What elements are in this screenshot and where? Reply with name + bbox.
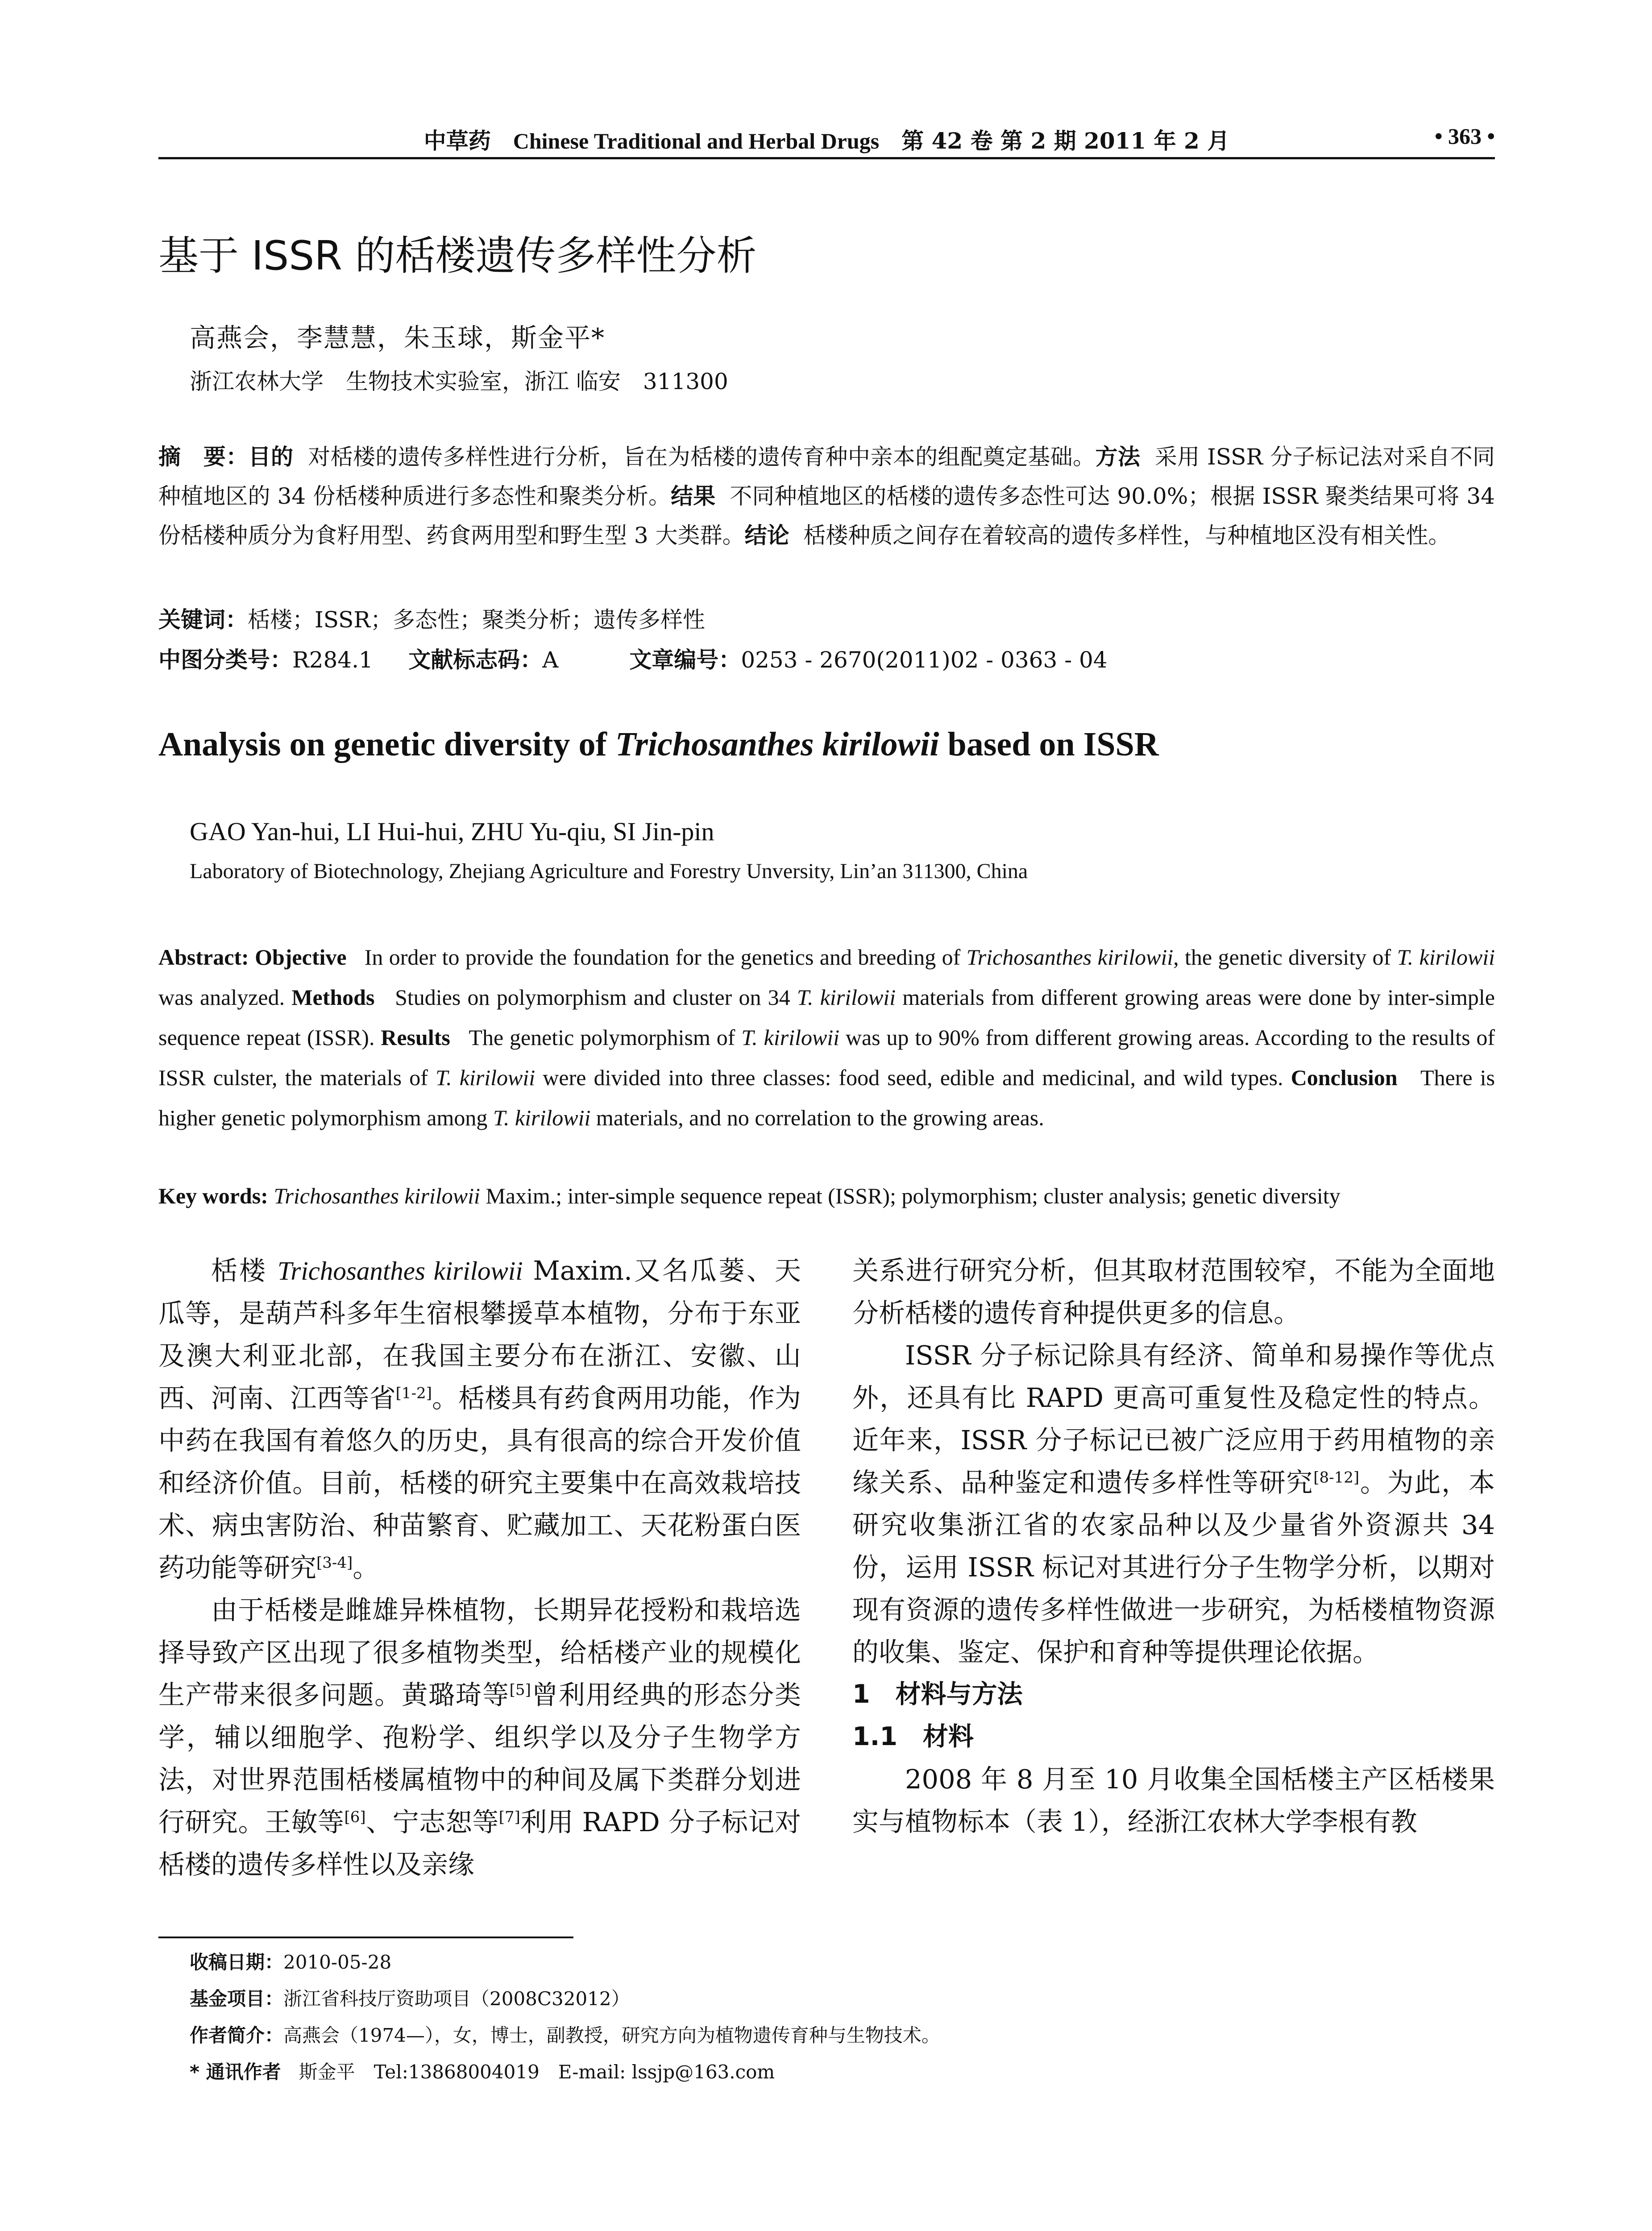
body-text: 曾利用经典的形态分类学，辅以细胞学、孢粉学、组织学以及分子生物学方法，对世界范围栝楼属植物中的种间及属下类群分划进行研究。王敏等 bbox=[158, 1679, 801, 1837]
section-heading-1-1: 1.1 材料 bbox=[852, 1722, 974, 1751]
body-text: Maxim.又名瓜蒌、天瓜等，是葫芦科多年生宿根攀援草本植物，分布于东亚及澳大利亚北部，在我国主要分布在浙江、安徽、山西、河南、江西等省 bbox=[158, 1255, 801, 1414]
abstract-cn bbox=[158, 437, 1495, 555]
doc-code-value: A bbox=[542, 647, 559, 673]
clc-label: 中图分类号： bbox=[158, 647, 292, 673]
footnote-author bbox=[190, 2022, 1439, 2049]
affiliation-cn: 浙江农林大学 生物技术实验室，浙江 临安 311300 bbox=[190, 369, 728, 394]
journal-header bbox=[158, 123, 1495, 155]
body-text: 栝楼 bbox=[211, 1255, 278, 1286]
body-paragraph: 关系进行研究分析，但其取材范围较窄，不能为全面地分析栝楼的遗传育种提供更多的信息。 bbox=[852, 1255, 1495, 1328]
abstract-en-text: materials, and no correlation to the growing areas. bbox=[590, 1105, 1044, 1130]
abstract-en-text: In order to provide the foundation for the genetics and breeding of bbox=[364, 945, 967, 970]
keywords-en bbox=[158, 1176, 1495, 1216]
species-italic: T. kirilowii bbox=[436, 1065, 535, 1090]
affiliation-en: Laboratory of Biotechnology, Zhejiang Agriculture and Forestry Unversity, Lin’an 311300, China bbox=[190, 859, 1028, 883]
results-label-cn: 结果 bbox=[671, 483, 716, 509]
abstract-en-text: was analyzed. bbox=[158, 985, 292, 1010]
keywords-cn-text: 栝楼；ISSR；多态性；聚类分析；遗传多样性 bbox=[248, 607, 706, 633]
footnote-label: 基金项目： bbox=[190, 1988, 284, 2010]
methods-label-en: Methods bbox=[291, 985, 375, 1010]
footnote-text: 斯金平 Tel:13868004019 E-mail: lssjp@163.com bbox=[299, 2061, 775, 2083]
article-number-value: 0253 - 2670(2011)02 - 0363 - 04 bbox=[741, 647, 1108, 673]
footnote-label: 作者简介： bbox=[190, 2024, 284, 2046]
abstract-en-text: were divided into three classes: food seed, edible and medicinal, and wild types. bbox=[535, 1065, 1291, 1090]
article-number-label: 文章编号： bbox=[629, 647, 741, 673]
conclusion-label-cn: 结论 bbox=[744, 523, 789, 548]
species-italic: T. kirilowii bbox=[797, 985, 896, 1010]
footnote-fund bbox=[190, 1986, 1439, 2012]
footnote-text: 浙江省科技厅资助项目（2008C32012） bbox=[283, 1988, 630, 2010]
species-italic: Trichosanthes kirilowii bbox=[274, 1183, 480, 1208]
footnote-corresponding bbox=[190, 2059, 1439, 2086]
abstract-en-text: Studies on polymorphism and cluster on 34 bbox=[395, 985, 797, 1010]
citation-ref: [1-2] bbox=[395, 1384, 432, 1402]
conclusion-label-en: Conclusion bbox=[1291, 1065, 1398, 1090]
body-text: 由于栝楼是雌雄异株植物，长期异花授粉和栽培选择导致产区出现了很多植物类型，给栝楼产业的规模化生产带来很多问题。黄璐琦等 bbox=[158, 1595, 801, 1710]
abstract-cn-label: 摘 要： bbox=[158, 444, 249, 470]
authors-en: GAO Yan-hui, LI Hui-hui, ZHU Yu-qiu, SI Jin-pin bbox=[190, 817, 714, 846]
abstract-en-text: materials from different growing areas were done by inter-simple sequence repeat (ISSR). bbox=[158, 985, 1495, 1050]
journal-issue: 第 42 卷 第 2 期 2011 年 2 月 bbox=[901, 128, 1230, 154]
abstract-en-text: There is higher genetic polymorphism among bbox=[158, 1065, 1495, 1130]
objective-cn: 对栝楼的遗传多样性进行分析，旨在为栝楼的遗传育种中亲本的组配奠定基础。 bbox=[308, 444, 1096, 470]
keywords-en-label: Key words: bbox=[158, 1183, 268, 1208]
body-paragraph bbox=[158, 1249, 801, 1589]
keywords-cn bbox=[158, 600, 1495, 639]
body-paragraph bbox=[852, 1334, 1495, 1673]
objective-label-cn: 目的 bbox=[248, 444, 294, 470]
citation-ref: [5] bbox=[509, 1681, 531, 1699]
species-italic: T. kirilowii bbox=[493, 1105, 591, 1130]
species-italic: T. kirilowii bbox=[741, 1025, 840, 1050]
species-italic: Trichosanthes kirilowii bbox=[277, 1256, 523, 1286]
body-text: 利用 RAPD 分子标记对栝楼的遗传多样性以及亲缘 bbox=[158, 1807, 801, 1880]
running-header bbox=[158, 121, 1495, 159]
species-italic: T. kirilowii bbox=[1397, 945, 1495, 970]
title-en-species: Trichosanthes kirilowii bbox=[615, 726, 939, 763]
citation-ref: [7] bbox=[498, 1808, 520, 1826]
footnote-text: 2010-05-28 bbox=[283, 1951, 392, 1973]
species-italic: Trichosanthes kirilowii bbox=[966, 945, 1174, 970]
journal-name-en: Chinese Traditional and Herbal Drugs bbox=[513, 129, 880, 153]
classification-line bbox=[158, 640, 1495, 680]
conclusion-cn: 栝楼种质之间存在着较高的遗传多样性，与种植地区没有相关性。 bbox=[803, 523, 1451, 548]
clc-value: R284.1 bbox=[292, 647, 373, 673]
title-cn: 基于 ISSR 的栝楼遗传多样性分析 bbox=[158, 232, 757, 279]
citation-ref: [3-4] bbox=[316, 1554, 353, 1572]
body-column-right bbox=[852, 1249, 1495, 1843]
body-column-left bbox=[158, 1249, 801, 1886]
body-text: 。栝楼具有药食两用功能，作为中药在我国有着悠久的历史，具有很高的综合开发价值和经济价值。目前，栝楼的研究主要集中在高效栽培技术、病虫害防治、种苗繁育、贮藏加工、天花粉蛋白医药功能等研究 bbox=[158, 1383, 801, 1583]
results-label-en: Results bbox=[381, 1025, 450, 1050]
results-cn: 不同种植地区的栝楼的遗传多态性可达 90.0%；根据 ISSR 聚类结果可将 34 份栝楼种质分为食籽用型、药食两用型和野生型 3 大类群。 bbox=[158, 483, 1495, 548]
doc-code-label: 文献标志码： bbox=[408, 647, 543, 673]
methods-label-cn: 方法 bbox=[1095, 444, 1141, 470]
footnote-rule bbox=[158, 1937, 573, 1938]
abstract-en-label: Abstract: Objective bbox=[158, 945, 347, 970]
abstract-en-text: was up to 90% from different growing areas. According to the results of ISSR culster, the materials of bbox=[158, 1025, 1495, 1090]
footnote-text: 高燕会（1974—），女，博士，副教授，研究方向为植物遗传育种与生物技术。 bbox=[283, 2024, 940, 2046]
page-number: • 363 • bbox=[1434, 124, 1495, 149]
citation-ref: [8-12] bbox=[1313, 1468, 1360, 1487]
body-text: ISSR 分子标记除具有经济、简单和易操作等优点外，还具有比 RAPD 更高可重复性及稳定性的特点。近年来，ISSR 分子标记已被广泛应用于药用植物的亲缘关系、品种鉴定和遗传多样性等研究 bbox=[852, 1340, 1495, 1498]
footnote-received bbox=[190, 1949, 1439, 1976]
body-text: 、宁志恕等 bbox=[365, 1807, 499, 1837]
citation-ref: [6] bbox=[344, 1808, 366, 1826]
keywords-en-text: Maxim.; inter-simple sequence repeat (ISSR); polymorphism; cluster analysis; genetic diversity bbox=[480, 1183, 1341, 1208]
methods-cn: 采用 ISSR 分子标记法对采自不同种植地区的 34 份栝楼种质进行多态性和聚类分析。 bbox=[158, 444, 1495, 509]
journal-name-cn: 中草药 bbox=[423, 128, 491, 154]
abstract-en-text: The genetic polymorphism of bbox=[469, 1025, 742, 1050]
section-heading-1: 1 材料与方法 bbox=[852, 1679, 1023, 1709]
title-en bbox=[158, 725, 1159, 764]
body-paragraph: 2008 年 8 月至 10 月收集全国栝楼主产区栝楼果实与植物标本（表 1），经浙江农林大学李根有教 bbox=[852, 1764, 1495, 1837]
title-en-part2: based on ISSR bbox=[939, 726, 1159, 763]
body-paragraph bbox=[158, 1589, 801, 1886]
abstract-en-text: , the genetic diversity of bbox=[1173, 945, 1397, 970]
title-en-part1: Analysis on genetic diversity of bbox=[158, 726, 615, 763]
body-text: 。为此，本研究收集浙江省的农家品种以及少量省外资源共 34 份，运用 ISSR 标记对其进行分子生物学分析，以期对现有资源的遗传多样性做进一步研究，为栝楼植物资源的收集、鉴定、保护和育种等提供理论依据。 bbox=[852, 1467, 1495, 1667]
body-text: 。 bbox=[353, 1552, 379, 1583]
abstract-en bbox=[158, 937, 1495, 1138]
footnote-label: * 通讯作者 bbox=[190, 2061, 281, 2083]
keywords-cn-label: 关键词： bbox=[158, 607, 248, 633]
authors-cn: 高燕会，李慧慧，朱玉球，斯金平* bbox=[190, 323, 606, 353]
footnote-label: 收稿日期： bbox=[190, 1951, 284, 1973]
